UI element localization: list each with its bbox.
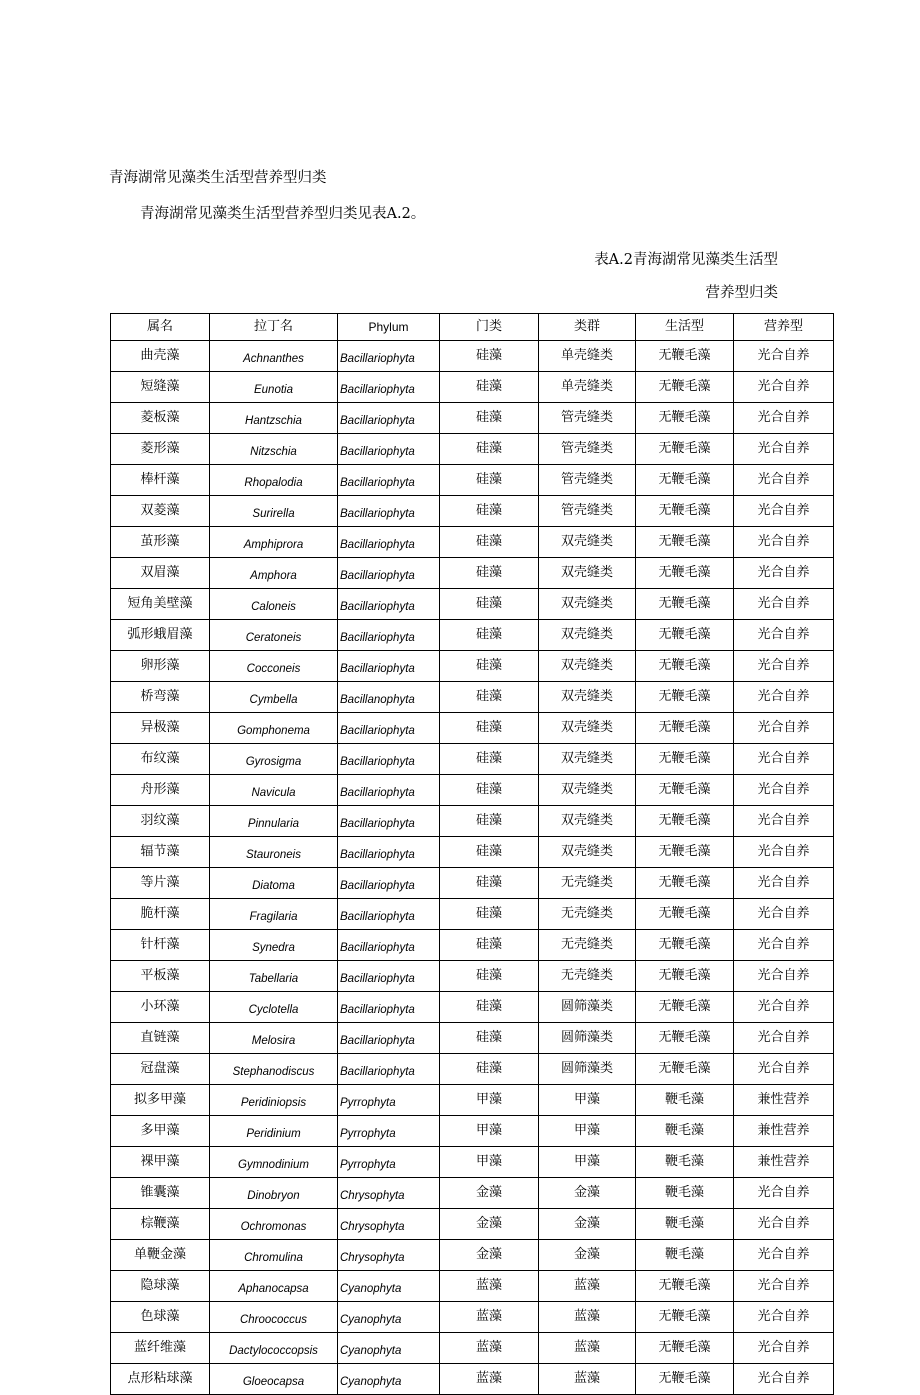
table-row [111, 868, 834, 899]
genus-cell: 点形粘球藻 [111, 1364, 210, 1395]
table-row [111, 1178, 834, 1209]
genus-cell: 拟多甲藻 [111, 1085, 210, 1116]
genus-cell: 双菱藻 [111, 496, 210, 527]
group-cell: 双壳缝类 [539, 806, 636, 837]
table-row [111, 682, 834, 713]
table-row [111, 1116, 834, 1147]
latin-name-cell: Melosira [210, 1023, 338, 1054]
group-cell: 管壳缝类 [539, 465, 636, 496]
section-heading: 青海湖常见藻类生活型营养型归类 [109, 170, 327, 186]
phylum-cell: 硅藻 [440, 806, 539, 837]
phylum-en-cell: Bacillariophyta [338, 744, 440, 775]
latin-name-cell: Synedra [210, 930, 338, 961]
phylum-en-cell: Bacillariophyta [338, 651, 440, 682]
table-row [111, 496, 834, 527]
trophic-type-cell: 光合自养 [734, 1333, 834, 1364]
group-cell: 无壳缝类 [539, 899, 636, 930]
table-row [111, 1271, 834, 1302]
phylum-cell: 硅藻 [440, 1054, 539, 1085]
phylum-en-cell: Cyanophyta [338, 1302, 440, 1333]
header-life-form: 生活型 [636, 314, 734, 341]
life-form-cell: 无鞭毛藻 [636, 1302, 734, 1333]
latin-name-cell: Caloneis [210, 589, 338, 620]
genus-cell: 多甲藻 [111, 1116, 210, 1147]
group-cell: 无壳缝类 [539, 868, 636, 899]
latin-name-cell: Dactylococcopsis [210, 1333, 338, 1364]
header-trophic-type: 营养型 [734, 314, 834, 341]
group-cell: 管壳缝类 [539, 403, 636, 434]
table-row [111, 1085, 834, 1116]
phylum-cell: 硅藻 [440, 1023, 539, 1054]
trophic-type-cell: 兼性营养 [734, 1147, 834, 1178]
genus-cell: 羽纹藻 [111, 806, 210, 837]
life-form-cell: 无鞭毛藻 [636, 992, 734, 1023]
table-row [111, 372, 834, 403]
genus-cell: 等片藻 [111, 868, 210, 899]
phylum-en-cell: Bacillariophyta [338, 1054, 440, 1085]
algae-classification-table [110, 313, 834, 1395]
latin-name-cell: Stauroneis [210, 837, 338, 868]
latin-name-cell: Amphora [210, 558, 338, 589]
trophic-type-cell: 兼性营养 [734, 1085, 834, 1116]
genus-cell: 棕鞭藻 [111, 1209, 210, 1240]
life-form-cell: 无鞭毛藻 [636, 1054, 734, 1085]
table-row [111, 1240, 834, 1271]
latin-name-cell: Amphiprora [210, 527, 338, 558]
latin-name-cell: Aphanocapsa [210, 1271, 338, 1302]
trophic-type-cell: 光合自养 [734, 1209, 834, 1240]
genus-cell: 针杆藻 [111, 930, 210, 961]
phylum-en-cell: Bacillariophyta [338, 1023, 440, 1054]
header-genus: 属名 [111, 314, 210, 341]
phylum-cell: 硅藻 [440, 837, 539, 868]
life-form-cell: 无鞭毛藻 [636, 899, 734, 930]
phylum-cell: 硅藻 [440, 992, 539, 1023]
group-cell: 圆筛藻类 [539, 1023, 636, 1054]
life-form-cell: 无鞭毛藻 [636, 775, 734, 806]
latin-name-cell: Gymnodinium [210, 1147, 338, 1178]
group-cell: 金藻 [539, 1209, 636, 1240]
life-form-cell: 无鞭毛藻 [636, 1271, 734, 1302]
phylum-en-cell: Cyanophyta [338, 1333, 440, 1364]
life-form-cell: 无鞭毛藻 [636, 713, 734, 744]
latin-name-cell: Surirella [210, 496, 338, 527]
group-cell: 管壳缝类 [539, 496, 636, 527]
trophic-type-cell: 光合自养 [734, 806, 834, 837]
genus-cell: 短缝藻 [111, 372, 210, 403]
table-header-row [111, 314, 834, 341]
phylum-cell: 甲藻 [440, 1116, 539, 1147]
group-cell: 甲藻 [539, 1116, 636, 1147]
table-row [111, 930, 834, 961]
group-cell: 双壳缝类 [539, 620, 636, 651]
table-row [111, 1209, 834, 1240]
trophic-type-cell: 光合自养 [734, 1023, 834, 1054]
table-row [111, 589, 834, 620]
trophic-type-cell: 光合自养 [734, 713, 834, 744]
table-row [111, 713, 834, 744]
life-form-cell: 无鞭毛藻 [636, 434, 734, 465]
phylum-en-cell: Bacillariophyta [338, 558, 440, 589]
phylum-cell: 硅藻 [440, 558, 539, 589]
life-form-cell: 无鞭毛藻 [636, 837, 734, 868]
phylum-en-cell: Bacillariophyta [338, 496, 440, 527]
trophic-type-cell: 光合自养 [734, 434, 834, 465]
trophic-type-cell: 光合自养 [734, 1240, 834, 1271]
life-form-cell: 无鞭毛藻 [636, 806, 734, 837]
group-cell: 蓝藻 [539, 1271, 636, 1302]
phylum-en-cell: Chrysophyta [338, 1178, 440, 1209]
trophic-type-cell: 光合自养 [734, 837, 834, 868]
phylum-en-cell: Pyrrophyta [338, 1147, 440, 1178]
phylum-en-cell: Bacillariophyta [338, 434, 440, 465]
life-form-cell: 无鞭毛藻 [636, 651, 734, 682]
table-row [111, 341, 834, 372]
phylum-cell: 硅藻 [440, 465, 539, 496]
trophic-type-cell: 光合自养 [734, 930, 834, 961]
trophic-type-cell: 光合自养 [734, 961, 834, 992]
phylum-cell: 硅藻 [440, 589, 539, 620]
table-row [111, 403, 834, 434]
latin-name-cell: Ceratoneis [210, 620, 338, 651]
trophic-type-cell: 光合自养 [734, 403, 834, 434]
group-cell: 蓝藻 [539, 1364, 636, 1395]
life-form-cell: 无鞭毛藻 [636, 527, 734, 558]
latin-name-cell: Gomphonema [210, 713, 338, 744]
genus-cell: 桥弯藻 [111, 682, 210, 713]
trophic-type-cell: 光合自养 [734, 620, 834, 651]
group-cell: 蓝藻 [539, 1302, 636, 1333]
trophic-type-cell: 光合自养 [734, 589, 834, 620]
phylum-cell: 硅藻 [440, 403, 539, 434]
phylum-cell: 金藻 [440, 1209, 539, 1240]
genus-cell: 曲壳藻 [111, 341, 210, 372]
group-cell: 双壳缝类 [539, 527, 636, 558]
trophic-type-cell: 光合自养 [734, 1054, 834, 1085]
trophic-type-cell: 光合自养 [734, 1178, 834, 1209]
latin-name-cell: Rhopalodia [210, 465, 338, 496]
table-row [111, 899, 834, 930]
genus-cell: 双眉藻 [111, 558, 210, 589]
table-body [111, 341, 834, 1395]
latin-name-cell: Stephanodiscus [210, 1054, 338, 1085]
phylum-en-cell: Bacillariophyta [338, 341, 440, 372]
life-form-cell: 无鞭毛藻 [636, 372, 734, 403]
trophic-type-cell: 光合自养 [734, 744, 834, 775]
latin-name-cell: Fragilaria [210, 899, 338, 930]
trophic-type-cell: 光合自养 [734, 899, 834, 930]
phylum-en-cell: Bacillariophyta [338, 868, 440, 899]
trophic-type-cell: 光合自养 [734, 1364, 834, 1395]
group-cell: 管壳缝类 [539, 434, 636, 465]
latin-name-cell: Hantzschia [210, 403, 338, 434]
life-form-cell: 无鞭毛藻 [636, 620, 734, 651]
latin-name-cell: Cocconeis [210, 651, 338, 682]
table-row [111, 1364, 834, 1395]
table-row [111, 1333, 834, 1364]
genus-cell: 棒杆藻 [111, 465, 210, 496]
table-row [111, 1023, 834, 1054]
life-form-cell: 鞭毛藻 [636, 1178, 734, 1209]
life-form-cell: 无鞭毛藻 [636, 341, 734, 372]
life-form-cell: 鞭毛藻 [636, 1209, 734, 1240]
phylum-cell: 金藻 [440, 1178, 539, 1209]
phylum-en-cell: Bacillariophyta [338, 775, 440, 806]
header-phylum-en: Phylum [338, 314, 440, 341]
trophic-type-cell: 光合自养 [734, 465, 834, 496]
latin-name-cell: Chromulina [210, 1240, 338, 1271]
table-row [111, 806, 834, 837]
phylum-en-cell: Pyrrophyta [338, 1085, 440, 1116]
genus-cell: 冠盘藻 [111, 1054, 210, 1085]
group-cell: 双壳缝类 [539, 713, 636, 744]
genus-cell: 色球藻 [111, 1302, 210, 1333]
phylum-cell: 硅藻 [440, 744, 539, 775]
trophic-type-cell: 光合自养 [734, 992, 834, 1023]
genus-cell: 布纹藻 [111, 744, 210, 775]
phylum-en-cell: Bacillariophyta [338, 930, 440, 961]
trophic-type-cell: 光合自养 [734, 868, 834, 899]
latin-name-cell: Eunotia [210, 372, 338, 403]
header-group: 类群 [539, 314, 636, 341]
group-cell: 甲藻 [539, 1085, 636, 1116]
table-row [111, 651, 834, 682]
phylum-en-cell: Bacillariophyta [338, 713, 440, 744]
group-cell: 无壳缝类 [539, 930, 636, 961]
table-row [111, 620, 834, 651]
group-cell: 金藻 [539, 1240, 636, 1271]
latin-name-cell: Cyclotella [210, 992, 338, 1023]
life-form-cell: 无鞭毛藻 [636, 961, 734, 992]
group-cell: 金藻 [539, 1178, 636, 1209]
group-cell: 双壳缝类 [539, 682, 636, 713]
life-form-cell: 无鞭毛藻 [636, 589, 734, 620]
header-phylum: 门类 [440, 314, 539, 341]
group-cell: 双壳缝类 [539, 744, 636, 775]
phylum-en-cell: Bacillariophyta [338, 527, 440, 558]
genus-cell: 隐球藻 [111, 1271, 210, 1302]
group-cell: 双壳缝类 [539, 558, 636, 589]
genus-cell: 异极藻 [111, 713, 210, 744]
header-latin-name: 拉丁名 [210, 314, 338, 341]
group-cell: 蓝藻 [539, 1333, 636, 1364]
genus-cell: 茧形藻 [111, 527, 210, 558]
phylum-en-cell: Bacillanophyta [338, 682, 440, 713]
table-row [111, 961, 834, 992]
genus-cell: 弧形蛾眉藻 [111, 620, 210, 651]
phylum-en-cell: Cyanophyta [338, 1271, 440, 1302]
table-row [111, 837, 834, 868]
phylum-en-cell: Bacillariophyta [338, 899, 440, 930]
trophic-type-cell: 光合自养 [734, 682, 834, 713]
phylum-cell: 硅藻 [440, 930, 539, 961]
life-form-cell: 无鞭毛藻 [636, 496, 734, 527]
latin-name-cell: Navicula [210, 775, 338, 806]
phylum-cell: 硅藻 [440, 496, 539, 527]
phylum-cell: 硅藻 [440, 868, 539, 899]
trophic-type-cell: 光合自养 [734, 527, 834, 558]
trophic-type-cell: 光合自养 [734, 372, 834, 403]
trophic-type-cell: 光合自养 [734, 558, 834, 589]
trophic-type-cell: 光合自养 [734, 496, 834, 527]
life-form-cell: 鞭毛藻 [636, 1240, 734, 1271]
phylum-en-cell: Bacillariophyta [338, 403, 440, 434]
genus-cell: 平板藻 [111, 961, 210, 992]
phylum-en-cell: Bacillariophyta [338, 837, 440, 868]
group-cell: 双壳缝类 [539, 775, 636, 806]
genus-cell: 蓝纤维藻 [111, 1333, 210, 1364]
phylum-cell: 蓝藻 [440, 1333, 539, 1364]
life-form-cell: 鞭毛藻 [636, 1116, 734, 1147]
phylum-cell: 硅藻 [440, 961, 539, 992]
trophic-type-cell: 兼性营养 [734, 1116, 834, 1147]
latin-name-cell: Chroococcus [210, 1302, 338, 1333]
phylum-en-cell: Bacillariophyta [338, 806, 440, 837]
latin-name-cell: Achnanthes [210, 341, 338, 372]
group-cell: 圆筛藻类 [539, 992, 636, 1023]
latin-name-cell: Tabellaria [210, 961, 338, 992]
life-form-cell: 无鞭毛藻 [636, 558, 734, 589]
genus-cell: 卵形藻 [111, 651, 210, 682]
phylum-cell: 硅藻 [440, 372, 539, 403]
latin-name-cell: Peridinium [210, 1116, 338, 1147]
group-cell: 双壳缝类 [539, 837, 636, 868]
phylum-cell: 硅藻 [440, 620, 539, 651]
group-cell: 单壳缝类 [539, 341, 636, 372]
life-form-cell: 无鞭毛藻 [636, 930, 734, 961]
table-row [111, 434, 834, 465]
group-cell: 双壳缝类 [539, 651, 636, 682]
genus-cell: 直链藻 [111, 1023, 210, 1054]
genus-cell: 单鞭金藻 [111, 1240, 210, 1271]
life-form-cell: 无鞭毛藻 [636, 868, 734, 899]
phylum-cell: 蓝藻 [440, 1271, 539, 1302]
genus-cell: 裸甲藻 [111, 1147, 210, 1178]
phylum-en-cell: Cyanophyta [338, 1364, 440, 1395]
genus-cell: 脆杆藻 [111, 899, 210, 930]
phylum-cell: 硅藻 [440, 899, 539, 930]
table-row [111, 1302, 834, 1333]
phylum-cell: 蓝藻 [440, 1364, 539, 1395]
phylum-cell: 硅藻 [440, 651, 539, 682]
trophic-type-cell: 光合自养 [734, 341, 834, 372]
phylum-cell: 硅藻 [440, 682, 539, 713]
phylum-cell: 甲藻 [440, 1147, 539, 1178]
group-cell: 单壳缝类 [539, 372, 636, 403]
life-form-cell: 无鞭毛藻 [636, 682, 734, 713]
life-form-cell: 无鞭毛藻 [636, 465, 734, 496]
life-form-cell: 无鞭毛藻 [636, 744, 734, 775]
phylum-en-cell: Bacillariophyta [338, 961, 440, 992]
latin-name-cell: Ochromonas [210, 1209, 338, 1240]
trophic-type-cell: 光合自养 [734, 775, 834, 806]
life-form-cell: 无鞭毛藻 [636, 1364, 734, 1395]
trophic-type-cell: 光合自养 [734, 1271, 834, 1302]
phylum-en-cell: Bacillariophyta [338, 992, 440, 1023]
phylum-cell: 硅藻 [440, 775, 539, 806]
phylum-cell: 蓝藻 [440, 1302, 539, 1333]
phylum-cell: 硅藻 [440, 434, 539, 465]
phylum-cell: 金藻 [440, 1240, 539, 1271]
phylum-en-cell: Chrysophyta [338, 1240, 440, 1271]
latin-name-cell: Peridiniopsis [210, 1085, 338, 1116]
table-caption-continued: 营养型归类 [705, 285, 778, 301]
genus-cell: 舟形藻 [111, 775, 210, 806]
table-row [111, 744, 834, 775]
life-form-cell: 无鞭毛藻 [636, 1333, 734, 1364]
phylum-en-cell: Bacillariophyta [338, 465, 440, 496]
table-row [111, 558, 834, 589]
life-form-cell: 无鞭毛藻 [636, 1023, 734, 1054]
latin-name-cell: Cymbella [210, 682, 338, 713]
table-caption: 表A.2青海湖常见藻类生活型 [594, 252, 778, 268]
phylum-cell: 硅藻 [440, 341, 539, 372]
trophic-type-cell: 光合自养 [734, 651, 834, 682]
genus-cell: 菱形藻 [111, 434, 210, 465]
table-row [111, 992, 834, 1023]
group-cell: 甲藻 [539, 1147, 636, 1178]
table-row [111, 1147, 834, 1178]
group-cell: 双壳缝类 [539, 589, 636, 620]
table-row [111, 775, 834, 806]
genus-cell: 菱板藻 [111, 403, 210, 434]
life-form-cell: 无鞭毛藻 [636, 403, 734, 434]
latin-name-cell: Pinnularia [210, 806, 338, 837]
table-row [111, 527, 834, 558]
group-cell: 圆筛藻类 [539, 1054, 636, 1085]
latin-name-cell: Nitzschia [210, 434, 338, 465]
trophic-type-cell: 光合自养 [734, 1302, 834, 1333]
latin-name-cell: Dinobryon [210, 1178, 338, 1209]
latin-name-cell: Diatoma [210, 868, 338, 899]
latin-name-cell: Gyrosigma [210, 744, 338, 775]
genus-cell: 锥囊藻 [111, 1178, 210, 1209]
phylum-en-cell: Pyrrophyta [338, 1116, 440, 1147]
genus-cell: 辐节藻 [111, 837, 210, 868]
phylum-en-cell: Bacillariophyta [338, 620, 440, 651]
table-row [111, 465, 834, 496]
table-row [111, 1054, 834, 1085]
phylum-cell: 硅藻 [440, 527, 539, 558]
life-form-cell: 鞭毛藻 [636, 1085, 734, 1116]
life-form-cell: 鞭毛藻 [636, 1147, 734, 1178]
genus-cell: 短角美壁藻 [111, 589, 210, 620]
group-cell: 无壳缝类 [539, 961, 636, 992]
intro-paragraph: 青海湖常见藻类生活型营养型归类见表A.2。 [140, 206, 426, 222]
genus-cell: 小环藻 [111, 992, 210, 1023]
latin-name-cell: Gloeocapsa [210, 1364, 338, 1395]
phylum-cell: 硅藻 [440, 713, 539, 744]
phylum-en-cell: Bacillariophyta [338, 589, 440, 620]
phylum-en-cell: Chrysophyta [338, 1209, 440, 1240]
phylum-en-cell: Bacillariophyta [338, 372, 440, 403]
phylum-cell: 甲藻 [440, 1085, 539, 1116]
